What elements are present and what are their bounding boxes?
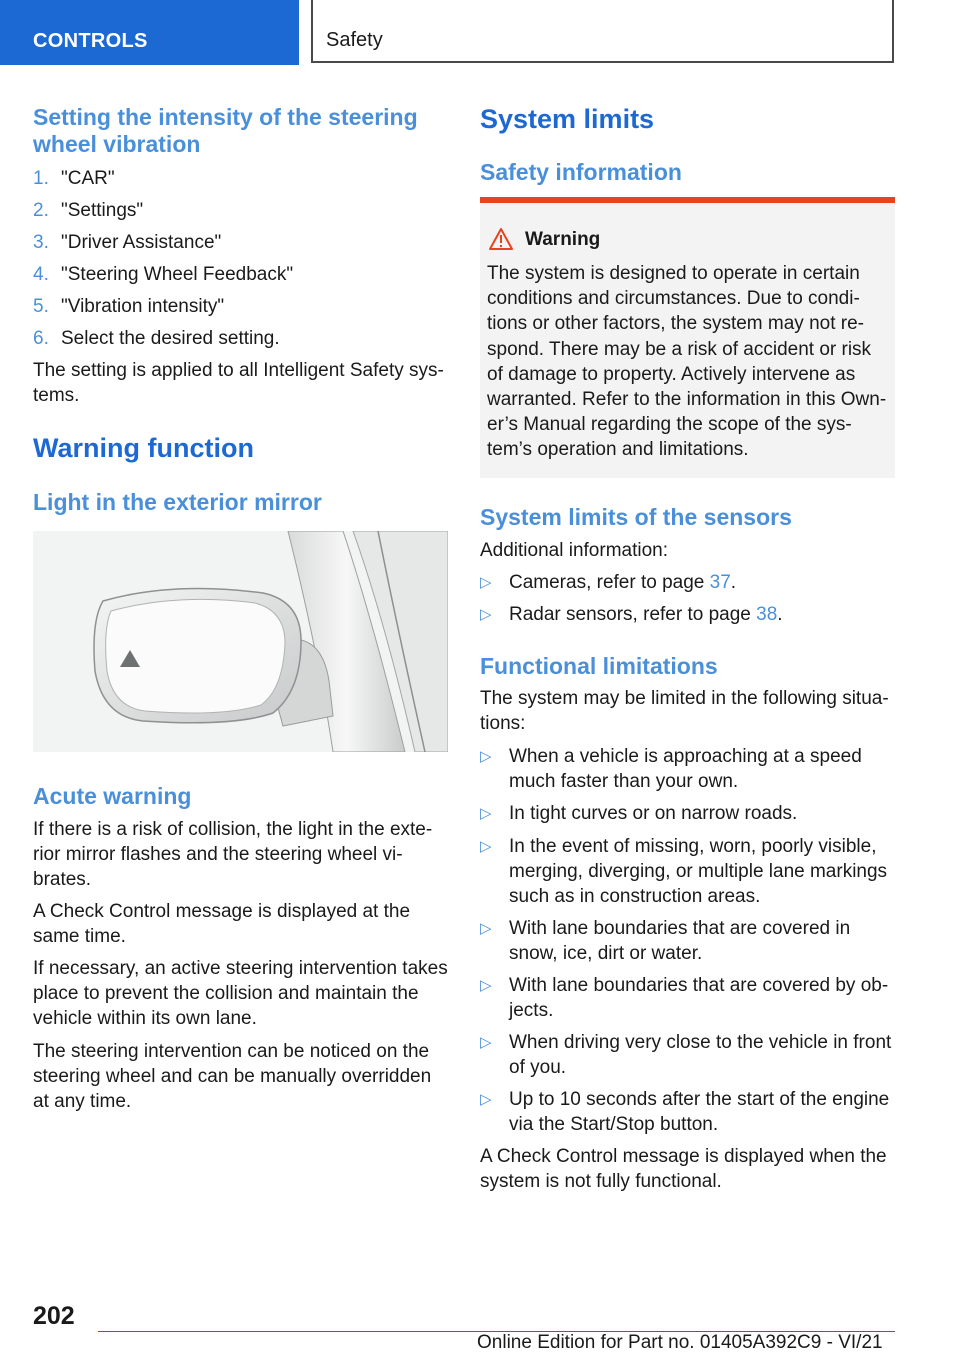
triangle-bullet-icon: ▷ — [480, 574, 492, 591]
acute-paragraph-3: If necessary, an active steering intervention takes place to prevent the collision and maintain the vehicle within its own lane. — [33, 958, 448, 1029]
warning-box — [480, 197, 895, 478]
footer-edition: Online Edition for Part no. 01405A392C9 - VI/21 — [477, 1332, 883, 1353]
limited-paragraph: The system may be limited in the following situa- tions: — [480, 688, 889, 734]
acute-paragraph-1: If there is a risk of collision, the light in the exte- rior mirror flashes and the steering wheel vi- brates. — [33, 819, 433, 890]
warning-function-heading: Warning function — [33, 433, 254, 463]
exterior-mirror-illustration — [33, 531, 448, 752]
acute-warning-heading: Acute warning — [33, 783, 192, 809]
triangle-bullet-icon: ▷ — [480, 805, 492, 822]
triangle-bullet-icon: ▷ — [480, 1091, 492, 1108]
triangle-bullet-icon: ▷ — [480, 606, 492, 623]
system-limits-heading: System limits — [480, 104, 655, 134]
triangle-bullet-icon: ▷ — [480, 748, 492, 765]
triangle-bullet-icon: ▷ — [480, 1034, 492, 1051]
acute-paragraph-2: A Check Control message is displayed at the same time. — [33, 901, 411, 947]
chapter-title: CONTROLS — [33, 30, 148, 52]
triangle-bullet-icon: ▷ — [480, 920, 492, 937]
applied-paragraph: The setting is applied to all Intelligent Safety sys- tems. — [33, 360, 444, 406]
triangle-bullet-icon: ▷ — [480, 838, 492, 855]
section-header — [311, 0, 894, 63]
sensor-limits-heading: System limits of the sensors — [480, 504, 792, 530]
safety-information-heading: Safety information — [480, 159, 682, 185]
acute-paragraph-4: The steering intervention can be noticed on the steering wheel and can be manually overridden at any time. — [33, 1041, 432, 1112]
chapter-tab[interactable] — [0, 0, 299, 65]
light-mirror-heading: Light in the exterior mirror — [33, 489, 322, 515]
section-title: Safety — [326, 29, 383, 51]
mirror-drawing — [33, 531, 448, 752]
warning-title: Warning — [525, 229, 601, 250]
triangle-bullet-icon: ▷ — [480, 977, 492, 994]
warning-triangle-icon — [488, 227, 514, 251]
check-control-paragraph: A Check Control message is displayed when the system is not fully functional. — [480, 1146, 887, 1192]
page-number: 202 — [33, 1302, 75, 1330]
page-link-37[interactable]: 37 — [709, 572, 731, 593]
additional-info: Additional information: — [480, 540, 668, 561]
vibration-heading: Setting the intensity of the steering wheel vibration — [33, 104, 418, 157]
page-link-38[interactable]: 38 — [756, 604, 778, 625]
functional-limitations-heading: Functional limitations — [480, 653, 718, 679]
warning-text: The system is designed to operate in certain conditions and circumstances. Due to condi- tions or other factors, the system may not re- spond. There may be a risk of accident or risk of damage to property. Actively intervene as warranted. Refer to the information in this Own- er’s Manual regarding the scope of the sys- tem’s operation and limitations. — [487, 263, 887, 461]
